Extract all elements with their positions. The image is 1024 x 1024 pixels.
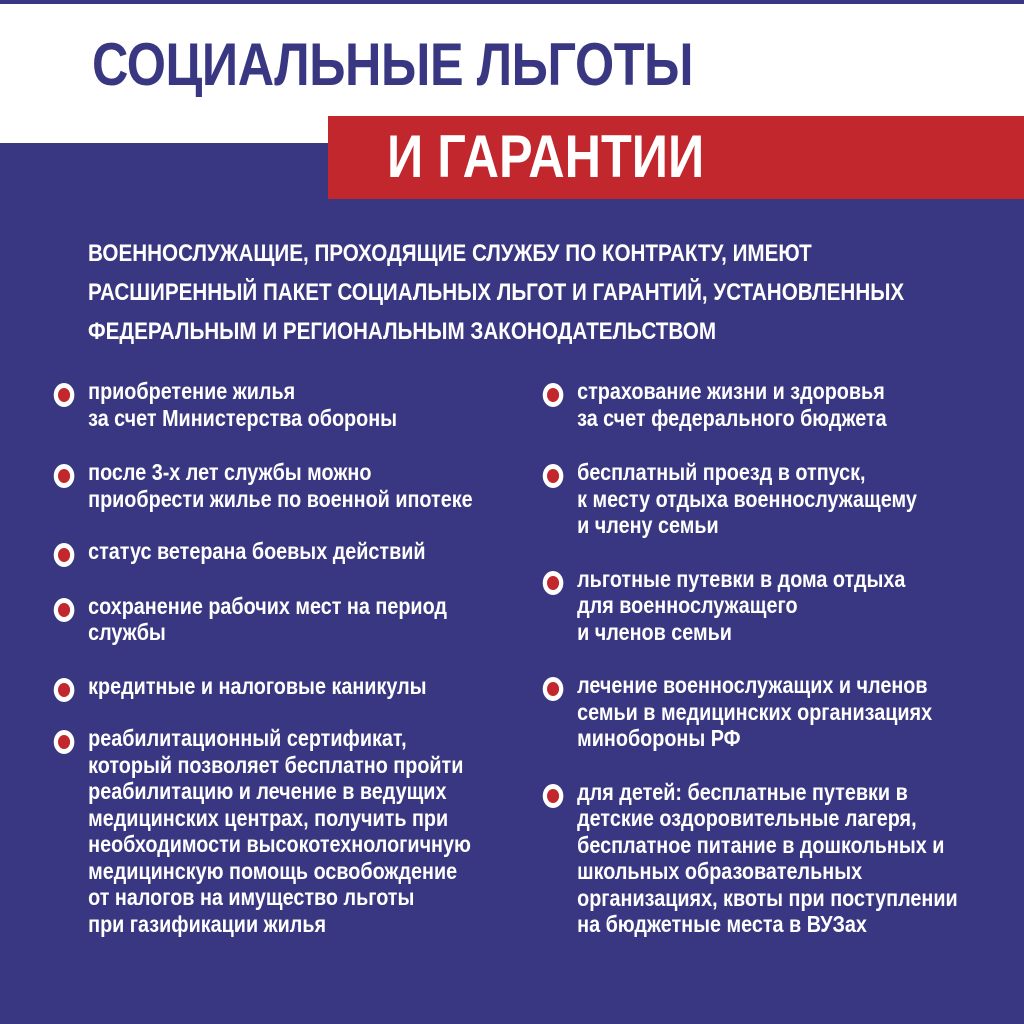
list-item xyxy=(52,538,516,565)
list-item-text: от налогов на имущество льготы xyxy=(88,884,415,910)
list-item-text: бесплатный проезд в отпуск, xyxy=(577,459,866,485)
bullet-icon xyxy=(54,730,75,754)
list-item xyxy=(52,673,516,700)
list-item xyxy=(541,672,1005,752)
list-item-text: минобороны РФ xyxy=(577,725,741,751)
list-item-text: приобрести жилье по военной ипотеке xyxy=(88,485,473,512)
list-item-text: школьных образовательных xyxy=(577,858,863,884)
list-item-text: который позволяет бесплатно пройти xyxy=(88,751,464,778)
list-item-text: к месту отдыха военнослужащему xyxy=(577,485,917,512)
bullet-icon xyxy=(54,383,75,407)
list-item-text: для детей: бесплатные путевки в xyxy=(577,778,908,805)
list-item-text: реабилитационный сертификат, xyxy=(88,725,407,751)
list-item xyxy=(541,378,1005,431)
list-item xyxy=(541,566,1005,646)
list-item-text: страхование жизни и здоровья xyxy=(577,378,885,404)
bullet-icon xyxy=(54,678,75,702)
list-item-text: при газификации жилья xyxy=(88,910,327,937)
list-item xyxy=(52,725,516,937)
list-item-text: бесплатное питание в дошкольных и xyxy=(577,831,945,858)
list-item-text: медицинских центрах, получить при xyxy=(88,804,449,831)
list-item-text: кредитные и налоговые каникулы xyxy=(88,672,427,699)
bullet-icon xyxy=(543,784,564,808)
list-item-text: за счет Министерства обороны xyxy=(88,404,398,431)
benefits-list-right xyxy=(541,378,1005,938)
list-item xyxy=(541,459,1005,539)
list-item-text: организациях, квоты при поступлении xyxy=(577,884,958,911)
list-item-text: и члену семьи xyxy=(577,512,719,538)
list-item-text: реабилитацию и лечение в ведущих xyxy=(88,778,447,804)
list-item-text: приобретение жилья xyxy=(88,378,296,404)
list-item-text: на бюджетные места в ВУЗах xyxy=(577,911,867,937)
list-item-text: семьи в медицинских организациях xyxy=(577,698,933,725)
list-item xyxy=(541,779,1005,938)
list-item-text: льготные путевки в дома отдыха xyxy=(577,565,906,592)
list-item-text: для военнослужащего xyxy=(577,592,798,618)
page-subtitle: И ГАРАНТИИ xyxy=(387,123,705,190)
bullet-icon xyxy=(543,571,564,595)
bullet-icon xyxy=(543,383,564,407)
header-top-line xyxy=(0,0,1024,4)
list-item-text: лечение военнослужащих и членов xyxy=(577,672,928,698)
list-item xyxy=(52,593,516,646)
list-item-text: статус ветерана боевых действий xyxy=(88,538,426,564)
page-title: СОЦИАЛЬНЫЕ ЛЬГОТЫ xyxy=(92,31,694,98)
list-item-text: медицинскую помощь освобождение xyxy=(88,857,458,884)
bullet-icon xyxy=(54,464,75,488)
intro-line: ВОЕННОСЛУЖАЩИЕ, ПРОХОДЯЩИЕ СЛУЖБУ ПО КОНТРАКТУ, ИМЕЮТ xyxy=(88,240,812,267)
list-item xyxy=(52,378,516,431)
list-item-text: детские оздоровительные лагеря, xyxy=(577,805,917,831)
intro-line: ФЕДЕРАЛЬНЫМ И РЕГИОНАЛЬНЫМ ЗАКОНОДАТЕЛЬСТВОМ xyxy=(88,318,717,345)
benefits-list-left xyxy=(52,378,516,937)
bullet-icon xyxy=(543,464,564,488)
list-item-text: сохранение рабочих мест на период xyxy=(88,592,447,619)
list-item-text: службы xyxy=(88,619,166,645)
list-item xyxy=(52,459,516,512)
bullet-icon xyxy=(54,598,75,622)
list-item-text: за счет федерального бюджета xyxy=(577,404,887,431)
list-item-text: необходимости высокотехнологичную xyxy=(88,831,471,857)
list-item-text: после 3-х лет службы можно xyxy=(88,459,372,485)
list-item-text: и членов семьи xyxy=(577,618,732,645)
bullet-icon xyxy=(543,677,564,701)
bullet-icon xyxy=(54,543,75,567)
intro-paragraph xyxy=(88,234,1024,351)
intro-line: РАСШИРЕННЫЙ ПАКЕТ СОЦИАЛЬНЫХ ЛЬГОТ И ГАРАНТИЙ, УСТАНОВЛЕННЫХ xyxy=(88,279,905,306)
